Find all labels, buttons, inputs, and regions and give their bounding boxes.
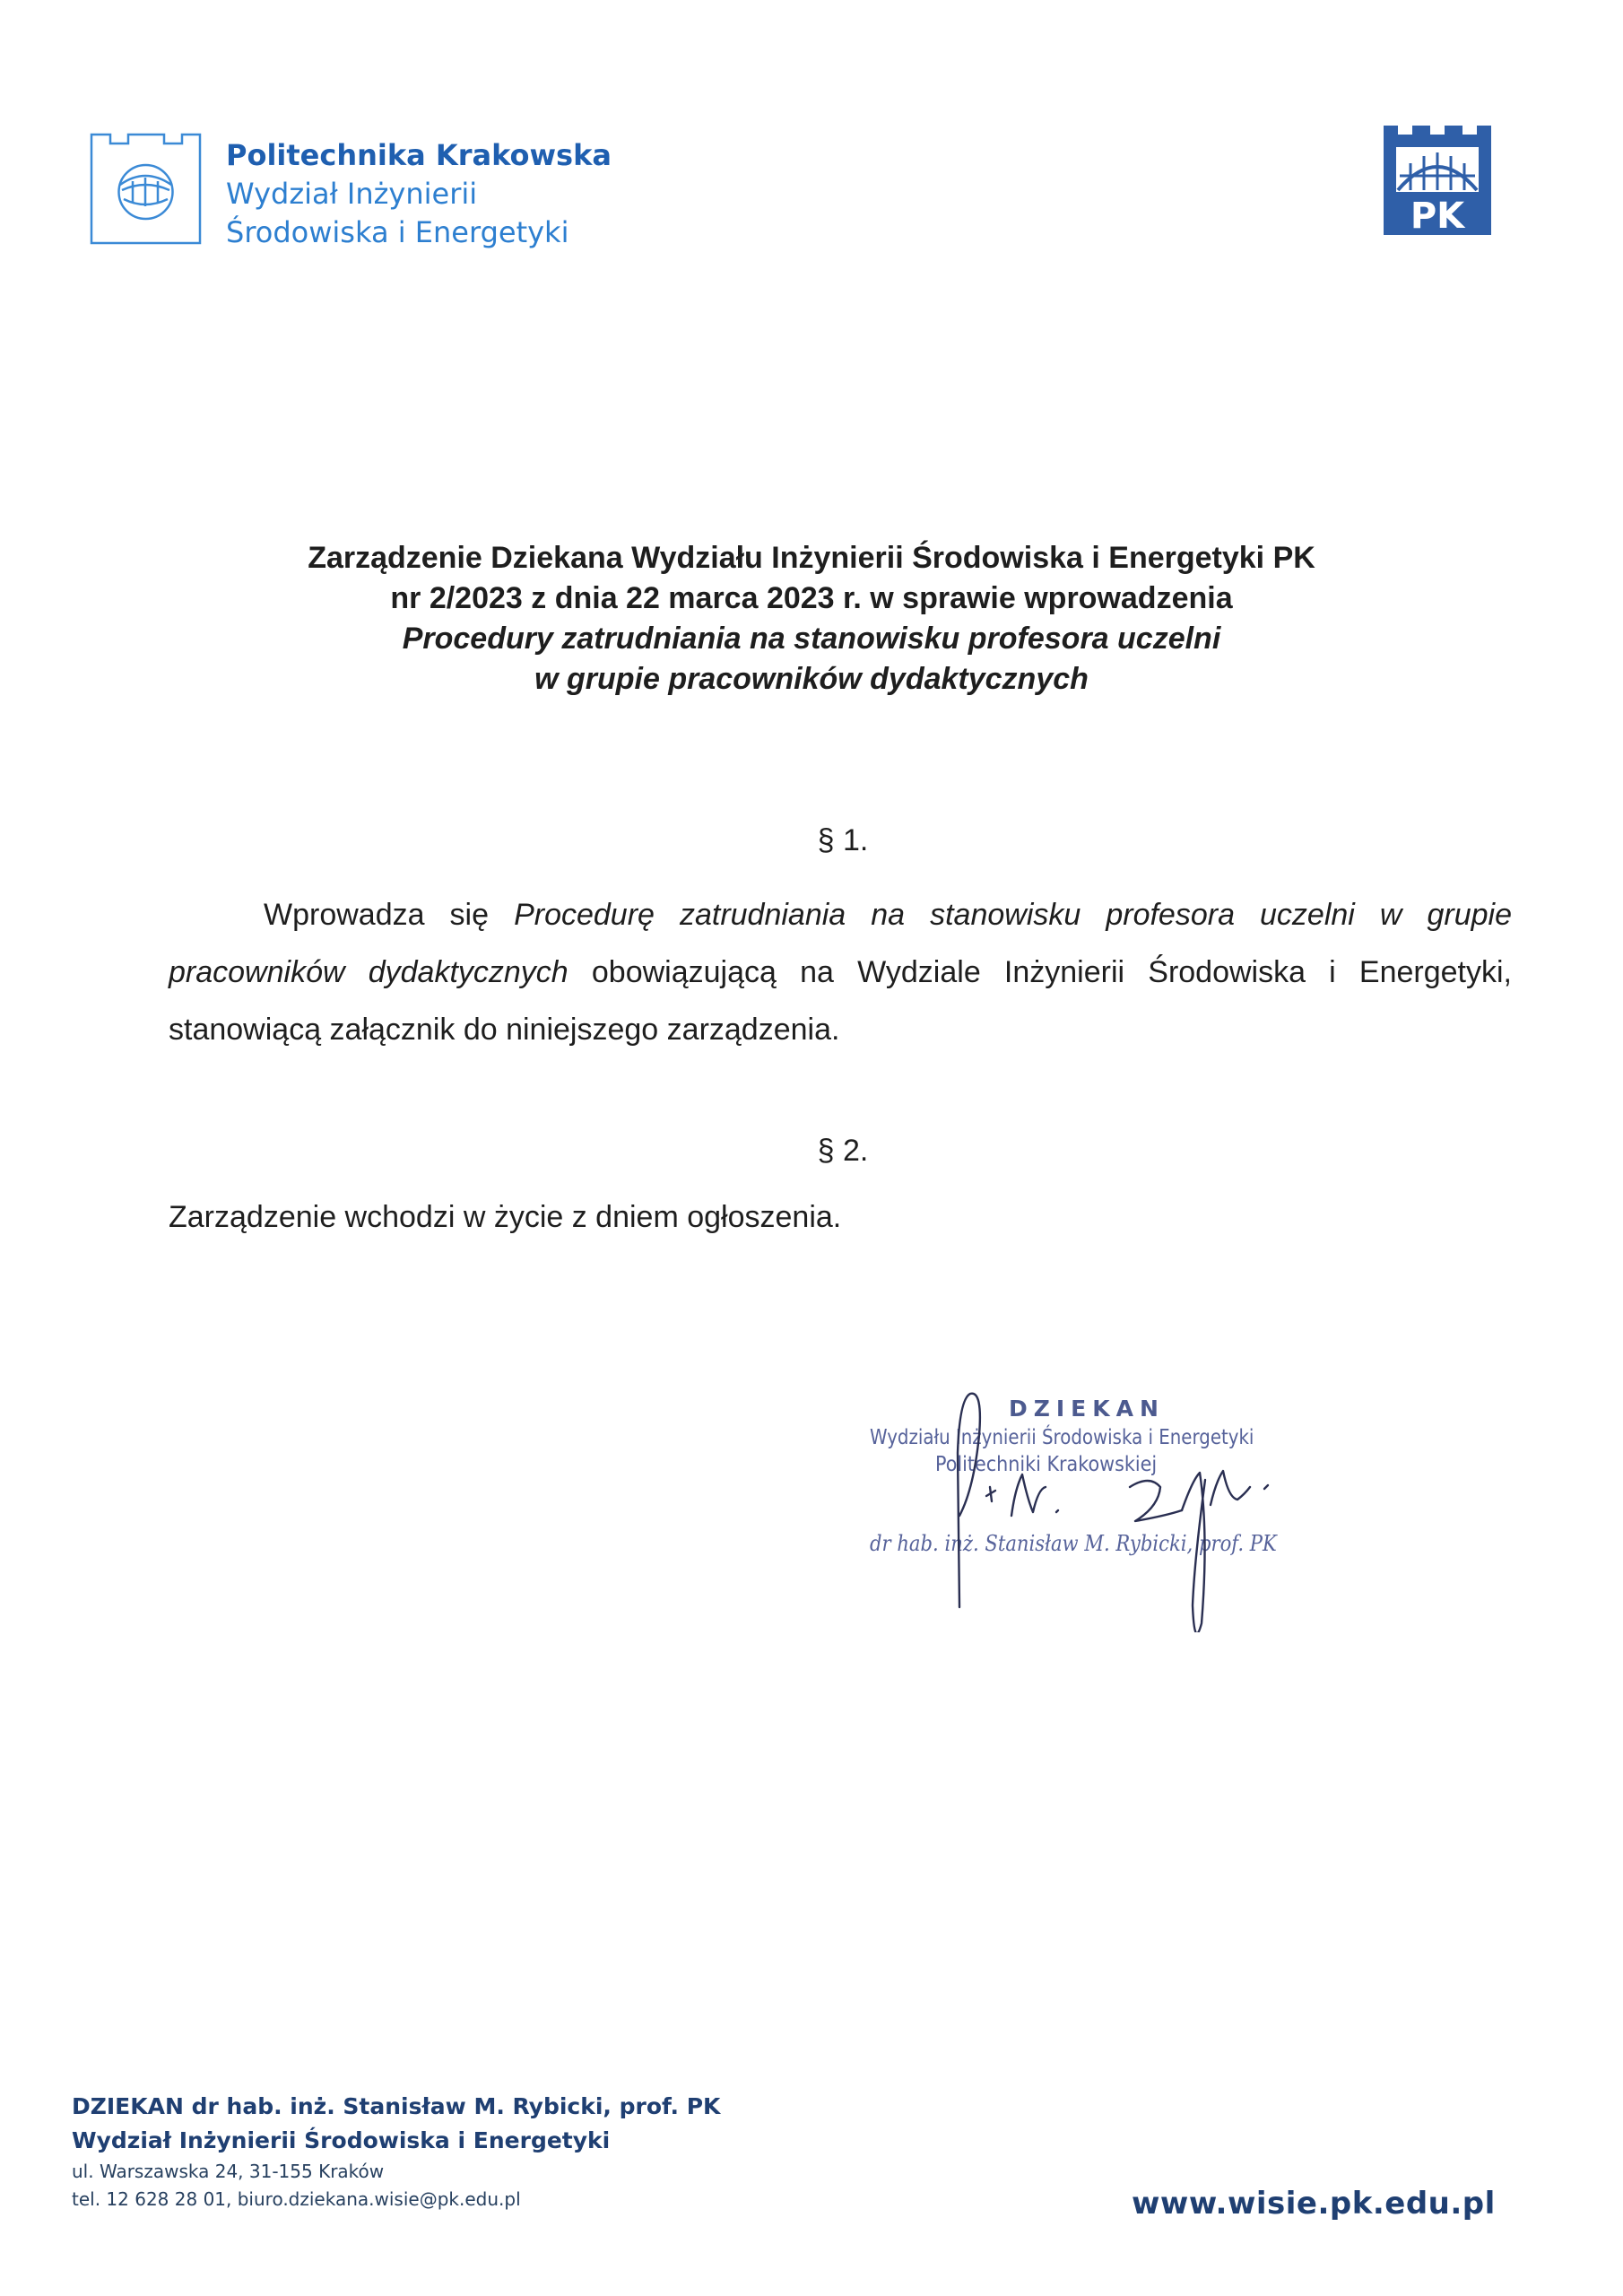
- faculty-name: [226, 136, 612, 252]
- footer-contact: [72, 2090, 720, 2213]
- section-1-text-italic: Procedurę zatrudniania na stanowisku profesora uczelni w grupie pracowników dydaktycznych: [169, 898, 1512, 989]
- section-2-text: Zarządzenie wchodzi w życie z dniem ogłoszenia.: [169, 1200, 842, 1234]
- stamp-title: DZIEKAN: [1009, 1396, 1165, 1422]
- stamp-line1: Wydziału Inżynierii Środowiska i Energetyki: [870, 1426, 1254, 1449]
- footer-faculty: Wydział Inżynierii Środowiska i Energetyki: [72, 2127, 611, 2153]
- website-link[interactable]: www.wisie.pk.edu.pl: [1132, 2186, 1496, 2222]
- document-title: [135, 538, 1488, 700]
- faculty-name-line3: Środowiska i Energetyki: [226, 215, 569, 249]
- footer-phone-email: tel. 12 628 28 01, biuro.dziekana.wisie@pk.edu.pl: [72, 2188, 521, 2210]
- footer-address: ul. Warszawska 24, 31-155 Kraków: [72, 2161, 385, 2182]
- footer-dean: DZIEKAN dr hab. inż. Stanisław M. Rybicki, prof. PK: [72, 2093, 721, 2119]
- section-1-text-a: Wprowadza się: [264, 898, 515, 932]
- faculty-logo-icon: [90, 133, 202, 245]
- title-line1: Zarządzenie Dziekana Wydziału Inżynierii Środowiska i Energetyki PK: [308, 541, 1315, 575]
- title-line3: Procedury zatrudniania na stanowisku profesora uczelni: [402, 622, 1221, 656]
- section-2-mark: § 2.: [817, 1134, 869, 1168]
- pk-logo-icon: [1384, 126, 1491, 235]
- university-name: Politechnika Krakowska: [226, 138, 612, 172]
- faculty-name-line2: Wydział Inżynierii: [226, 177, 478, 211]
- stamp-line3: dr hab. inż. Stanisław M. Rybicki, prof. PK: [870, 1531, 1277, 1556]
- section-1-text: [169, 886, 1512, 1058]
- title-line4: w grupie pracowników dydaktycznych: [534, 662, 1089, 696]
- section-1-mark: § 1.: [817, 823, 869, 857]
- title-line2: nr 2/2023 z dnia 22 marca 2023 r. w sprawie wprowadzenia: [390, 581, 1233, 615]
- pk-logo-text: PK: [1410, 196, 1465, 235]
- handwritten-signature: [897, 1381, 1309, 1632]
- section-1-text-b: obowiązującą na Wydziale Inżynierii Środowiska i Energetyki, stanowiącą załącznik do niniejszego zarządzenia.: [169, 955, 1513, 1047]
- stamp-line2: Politechniki Krakowskiej: [935, 1453, 1158, 1476]
